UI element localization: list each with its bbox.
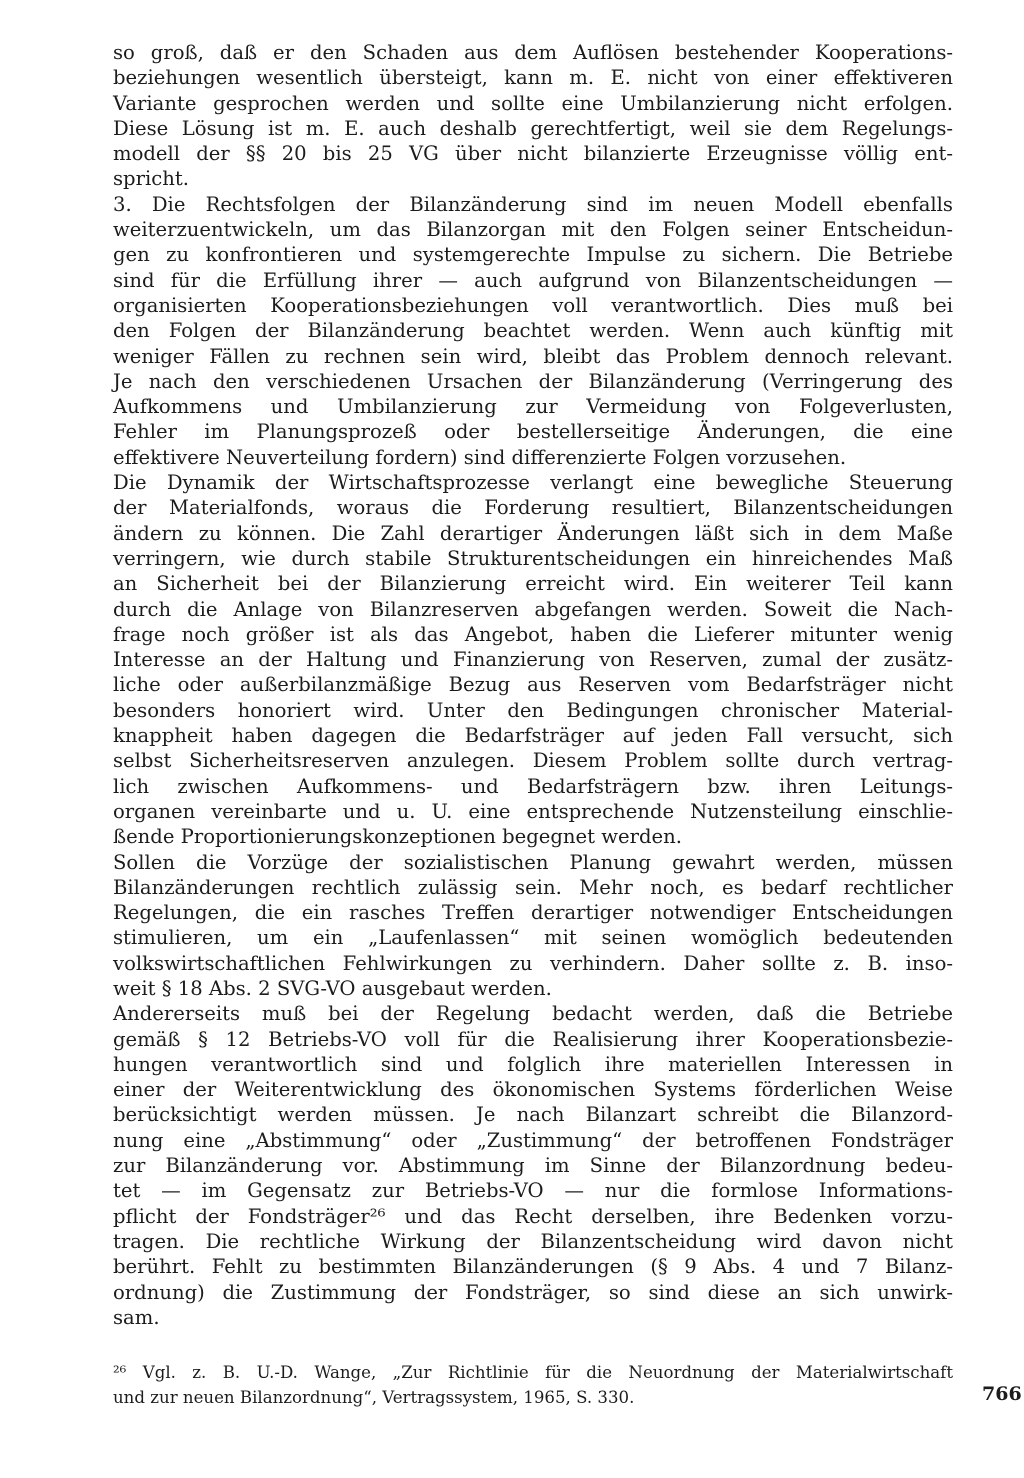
text-line: spricht. (113, 167, 189, 191)
text-line: stimulieren, um ein „Laufenlassen“ mit seinen womöglich bedeutenden (113, 926, 953, 950)
text-line: nung eine „Abstimmung“ oder „Zustimmung“ der betroffenen Fondsträger (113, 1128, 953, 1152)
text-line: berücksichtigt werden müssen. Je nach Bilanzart schreibt die Bilanzord- (113, 1103, 953, 1127)
text-line: den Folgen der Bilanzänderung beachtet werden. Wenn auch künftig mit (113, 319, 953, 343)
text-line: besonders honoriert wird. Unter den Bedingungen chronischer Material- (113, 698, 953, 722)
text-line: zur Bilanzänderung vor. Abstimmung im Sinne der Bilanzordnung bedeu- (113, 1154, 953, 1178)
text-line: Variante gesprochen werden und sollte eine Umbilanzierung nicht erfolgen. (113, 91, 953, 115)
text-line: hungen verantwortlich sind und folglich ihre materiellen Interessen in (113, 1052, 953, 1076)
footnotes (113, 1360, 953, 1410)
text-line: Aufkommens und Umbilanzierung zur Vermeidung von Folgeverlusten, (113, 395, 953, 419)
text-line: Diese Lösung ist m. E. auch deshalb gerechtfertigt, weil sie dem Regelungs- (113, 116, 953, 140)
text-line: sind für die Erfüllung ihrer — auch aufgrund von Bilanzentscheidungen — (113, 268, 953, 292)
text-line: selbst Sicherheitsreserven anzulegen. Diesem Problem sollte durch vertrag- (113, 749, 953, 773)
text-line: beziehungen wesentlich übersteigt, kann m. E. nicht von einer effektiveren (113, 66, 953, 90)
text-line: Bilanzänderungen rechtlich zulässig sein. Mehr noch, es bedarf rechtlicher (113, 875, 953, 899)
text-line: lich zwischen Aufkommens- und Bedarfsträgern bzw. ihren Leitungs- (113, 774, 953, 798)
text-line: Fehler im Planungsprozeß oder bestellerseitige Änderungen, die eine (113, 420, 953, 444)
text-line: organisierten Kooperationsbeziehungen voll verantwortlich. Dies muß bei (113, 293, 953, 317)
footnote-line: ²⁶ Vgl. z. B. U.-D. Wange, „Zur Richtlinie für die Neuordnung der Materialwirtschaft (113, 1363, 953, 1382)
text-line: einer der Weiterentwicklung des ökonomischen Systems förderlichen Weise (113, 1078, 953, 1102)
text-line: Regelungen, die ein rasches Treffen derartiger notwendiger Entscheidungen (113, 901, 953, 925)
text-line: weiterzuentwickeln, um das Bilanzorgan mit den Folgen seiner Entscheidun- (113, 218, 953, 242)
text-line: gemäß § 12 Betriebs-VO voll für die Realisierung ihrer Kooperationsbezie- (113, 1027, 953, 1051)
text-line: ändern zu können. Die Zahl derartiger Änderungen läßt sich in dem Maße (113, 521, 953, 545)
text-line: gen zu konfrontieren und systemgerechte Impulse zu sichern. Die Betriebe (113, 243, 953, 267)
text-line: ßende Proportionierungskonzeptionen begegnet werden. (113, 825, 682, 849)
text-line: tet — im Gegensatz zur Betriebs-VO — nur die formlose Informations- (113, 1179, 953, 1203)
text-line: frage noch größer ist als das Angebot, haben die Lieferer mitunter wenig (113, 622, 953, 646)
text-line: effektivere Neuverteilung fordern) sind differenzierte Folgen vorzusehen. (113, 445, 847, 469)
footnote-line: und zur neuen Bilanzordnung“, Vertragssystem, 1965, S. 330. (113, 1388, 635, 1407)
text-line: Andererseits muß bei der Regelung bedacht werden, daß die Betriebe (113, 1002, 953, 1026)
text-line: volkswirtschaftlichen Fehlwirkungen zu verhindern. Daher sollte z. B. inso- (113, 951, 953, 975)
text-line: 3. Die Rechtsfolgen der Bilanzänderung sind im neuen Modell ebenfalls (113, 192, 953, 216)
page-number: 766 (982, 1383, 1022, 1405)
main-text (113, 40, 953, 1330)
text-line: verringern, wie durch stabile Strukturentscheidungen ein hinreichendes Maß (113, 546, 953, 570)
text-line: an Sicherheit bei der Bilanzierung erreicht wird. Ein weiterer Teil kann (113, 572, 953, 596)
text-line: weniger Fällen zu rechnen sein wird, bleibt das Problem dennoch relevant. (113, 344, 953, 368)
text-line: Interesse an der Haltung und Finanzierung von Reserven, zumal der zusätz- (113, 648, 953, 672)
text-line: pflicht der Fondsträger²⁶ und das Recht derselben, ihre Bedenken vorzu- (113, 1204, 953, 1228)
text-line: knappheit haben dagegen die Bedarfsträger auf jeden Fall versucht, sich (113, 724, 953, 748)
text-line: liche oder außerbilanzmäßige Bezug aus Reserven vom Bedarfsträger nicht (113, 673, 953, 697)
text-line: der Materialfonds, woraus die Forderung resultiert, Bilanzentscheidungen (113, 496, 953, 520)
text-line: berührt. Fehlt zu bestimmten Bilanzänderungen (§ 9 Abs. 4 und 7 Bilanz- (113, 1255, 953, 1279)
text-line: modell der §§ 20 bis 25 VG über nicht bilanzierte Erzeugnisse völlig ent- (113, 142, 953, 166)
text-line: Je nach den verschiedenen Ursachen der Bilanzänderung (Verringerung des (113, 369, 953, 393)
text-line: sam. (113, 1305, 160, 1329)
text-line: organen vereinbarte und u. U. eine entsprechende Nutzensteilung einschlie- (113, 799, 953, 823)
text-line: weit § 18 Abs. 2 SVG-VO ausgebaut werden. (113, 976, 552, 1000)
text-line: Sollen die Vorzüge der sozialistischen Planung gewahrt werden, müssen (113, 850, 953, 874)
text-line: tragen. Die rechtliche Wirkung der Bilanzentscheidung wird davon nicht (113, 1229, 953, 1253)
text-line: so groß, daß er den Schaden aus dem Auflösen bestehender Kooperations- (113, 41, 953, 64)
text-line: Die Dynamik der Wirtschaftsprozesse verlangt eine bewegliche Steuerung (113, 471, 953, 495)
text-line: ordnung) die Zustimmung der Fondsträger, so sind diese an sich unwirk- (113, 1280, 953, 1304)
text-line: durch die Anlage von Bilanzreserven abgefangen werden. Soweit die Nach- (113, 597, 953, 621)
